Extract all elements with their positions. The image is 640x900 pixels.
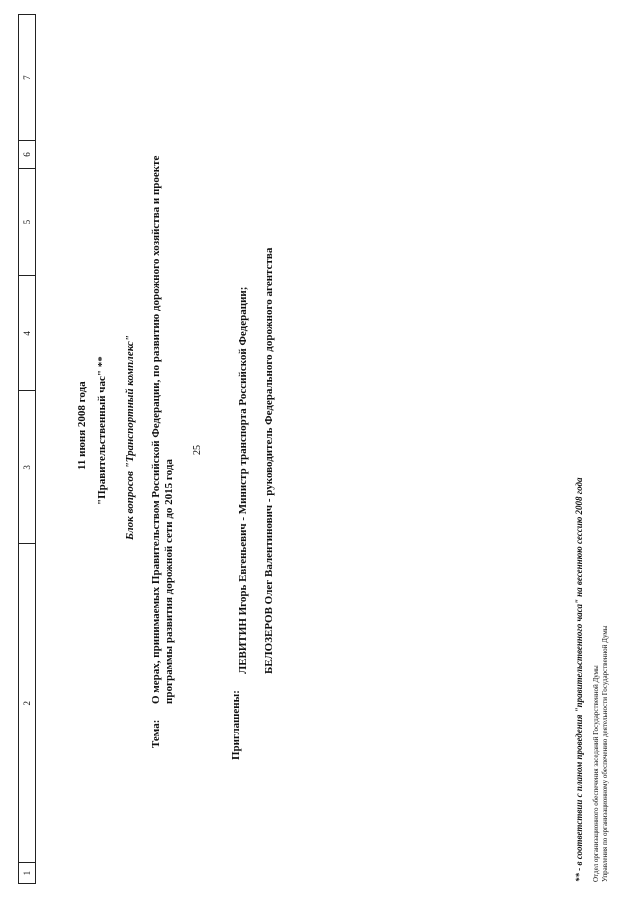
column-header-cell: 1 — [19, 862, 35, 883]
session-date: 11 июня 2008 года — [76, 381, 88, 470]
department-line: Отдел организационного обеспечения заседаний Государственной Думы — [592, 665, 600, 882]
column-header-cell: 3 — [19, 390, 35, 543]
page-number: 25 — [192, 445, 203, 455]
topic-text: О мерах, принимаемых Правительством Российской Федерации, по развитию дорожного хозяйства и проекте программы развития дорожной сети до 2015 года — [150, 155, 175, 704]
topic-label: Тема: — [150, 719, 162, 748]
invited-list — [230, 248, 282, 674]
question-block-title: Блок вопросов "Транспортный комплекс" — [124, 335, 136, 540]
column-header-cell: 5 — [19, 168, 35, 275]
footnote: ** - в соответствии с планом проведения "правительственного часа" на весеннюю сессию 2008 года — [574, 477, 584, 882]
department-line: Управления по организационному обеспечению деятельности Государственной Думы — [601, 625, 609, 882]
department-footer — [592, 626, 610, 882]
column-header-row — [18, 14, 36, 884]
column-header-cell: 7 — [22, 75, 32, 80]
column-header-cell: 4 — [19, 275, 35, 390]
invited-label: Приглашены: — [230, 690, 242, 760]
invited-person: БЕЛОЗЕРОВ Олег Валентинович - руководитель Федерального дорожного агентства — [263, 247, 275, 674]
session-subtitle: "Правительственный час" ** — [96, 356, 108, 505]
column-header-cell: 2 — [19, 543, 35, 862]
column-header-cell: 6 — [19, 140, 35, 168]
invited-person: ЛЕВИТИН Игорь Евгеньевич - Министр транспорта Российской Федерации; — [237, 286, 249, 674]
